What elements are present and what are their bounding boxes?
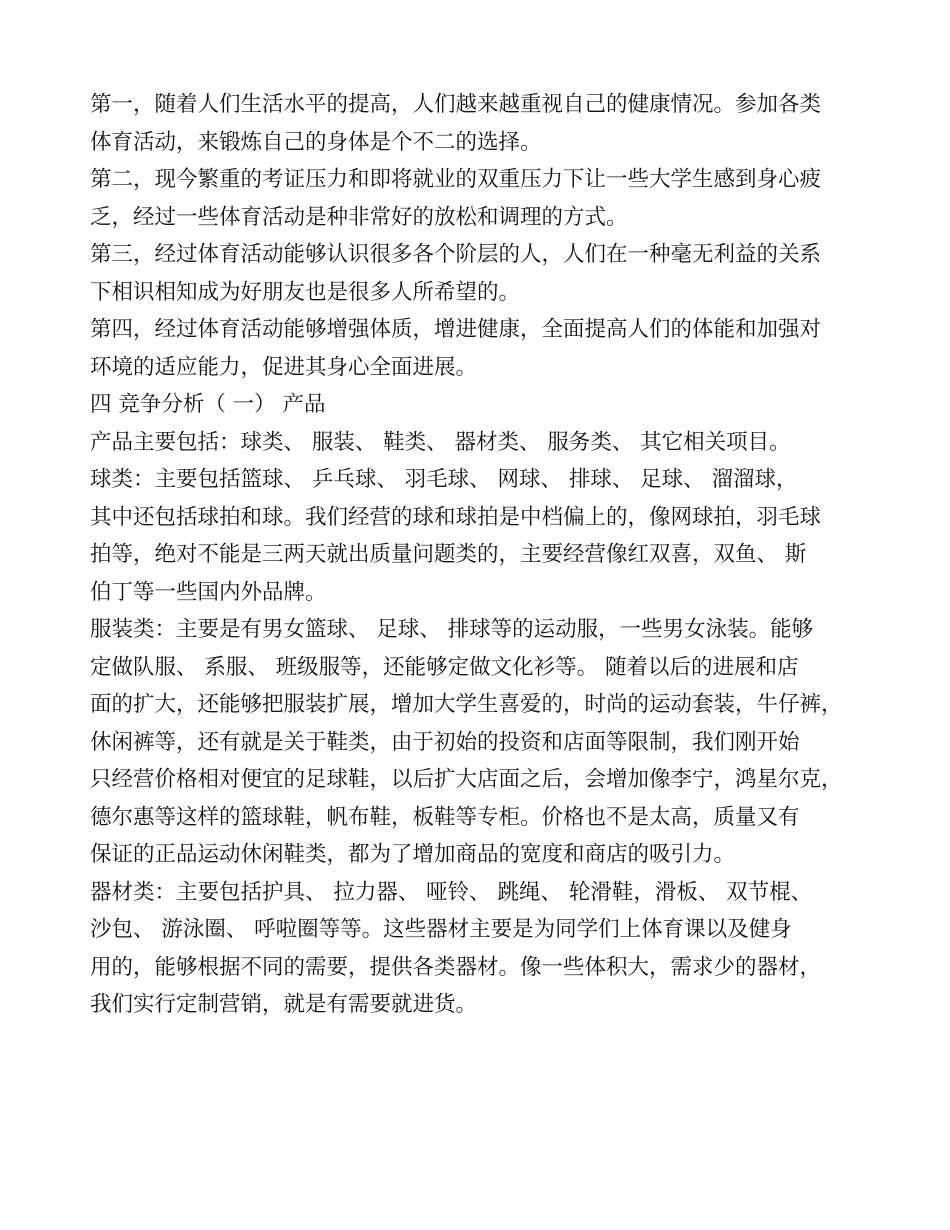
text-line: 器材类：主要包括护具、 拉力器、 哑铃、 跳绳、 轮滑鞋，滑板、 双节棍、 bbox=[90, 879, 813, 905]
text-line: 球类：主要包括篮球、 乒乓球、 羽毛球、 网球、 排球、 足球、 溜溜球， bbox=[90, 467, 798, 492]
text-line: 服装类：主要是有男女篮球、 足球、 排球等的运动服，一些男女泳装。能够 bbox=[90, 617, 814, 642]
text-line: 面的扩大，还能够把服装扩展，增加大学生喜爱的，时尚的运动套装，牛仔裤， bbox=[90, 692, 843, 717]
text-line: 第一，随着人们生活水平的提高，人们越来越重视自己的健康情况。参加各类 bbox=[90, 92, 822, 117]
text-line: 用的，能够根据不同的需要，提供各类器材。像一些体积大，需求少的器材， bbox=[90, 954, 822, 980]
document-body bbox=[90, 86, 865, 1024]
text-line: 环境的适应能力，促进其身心全面进展。 bbox=[90, 354, 478, 380]
text-line: 我们实行定制营销，就是有需要就进货。 bbox=[90, 992, 478, 1017]
text-line: 沙包、 游泳圈、 呼啦圈等等。这些器材主要是为同学们上体育课以及健身 bbox=[90, 917, 792, 942]
text-line: 乏，经过一些体育活动是种非常好的放松和调理的方式。 bbox=[90, 204, 628, 230]
text-line: 只经营价格相对便宜的足球鞋，以后扩大店面之后，会增加像李宁，鸿星尔克， bbox=[90, 767, 843, 792]
text-line: 体育活动，来锻炼自己的身体是个不二的选择。 bbox=[90, 129, 542, 155]
section-heading: 四 竞争分析（ 一） 产品 bbox=[90, 392, 326, 417]
text-line: 第二，现今繁重的考证压力和即将就业的双重压力下让一些大学生感到身心疲 bbox=[90, 167, 822, 192]
text-line: 下相识相知成为好朋友也是很多人所希望的。 bbox=[90, 279, 521, 305]
text-line: 第四，经过体育活动能够增强体质，增进健康，全面提高人们的体能和加强对 bbox=[90, 317, 822, 342]
text-line: 休闲裤等，还有就是关于鞋类，由于初始的投资和店面等限制，我们刚开始 bbox=[90, 729, 800, 755]
text-line: 产品主要包括：球类、 服装、 鞋类、 器材类、 服务类、 其它相关项目。 bbox=[90, 429, 791, 455]
text-line: 德尔惠等这样的篮球鞋，帆布鞋，板鞋等专柜。价格也不是太高，质量又有 bbox=[90, 804, 800, 830]
text-line: 拍等，绝对不能是三两天就出质量问题类的，主要经营像红双喜，双鱼、 斯 bbox=[90, 542, 807, 567]
text-line: 定做队服、 系服、 班级服等，还能够定做文化衫等。 随着以后的进展和店 bbox=[90, 654, 799, 680]
text-line: 第三，经过体育活动能够认识很多各个阶层的人，人们在一种毫无利益的关系 bbox=[90, 242, 822, 267]
text-line: 保证的正品运动休闲鞋类，都为了增加商品的宽度和商店的吸引力。 bbox=[90, 842, 736, 867]
text-line: 其中还包括球拍和球。我们经营的球和球拍是中档偏上的，像网球拍，羽毛球 bbox=[90, 504, 822, 530]
text-line: 伯丁等一些国内外品牌。 bbox=[90, 579, 327, 605]
